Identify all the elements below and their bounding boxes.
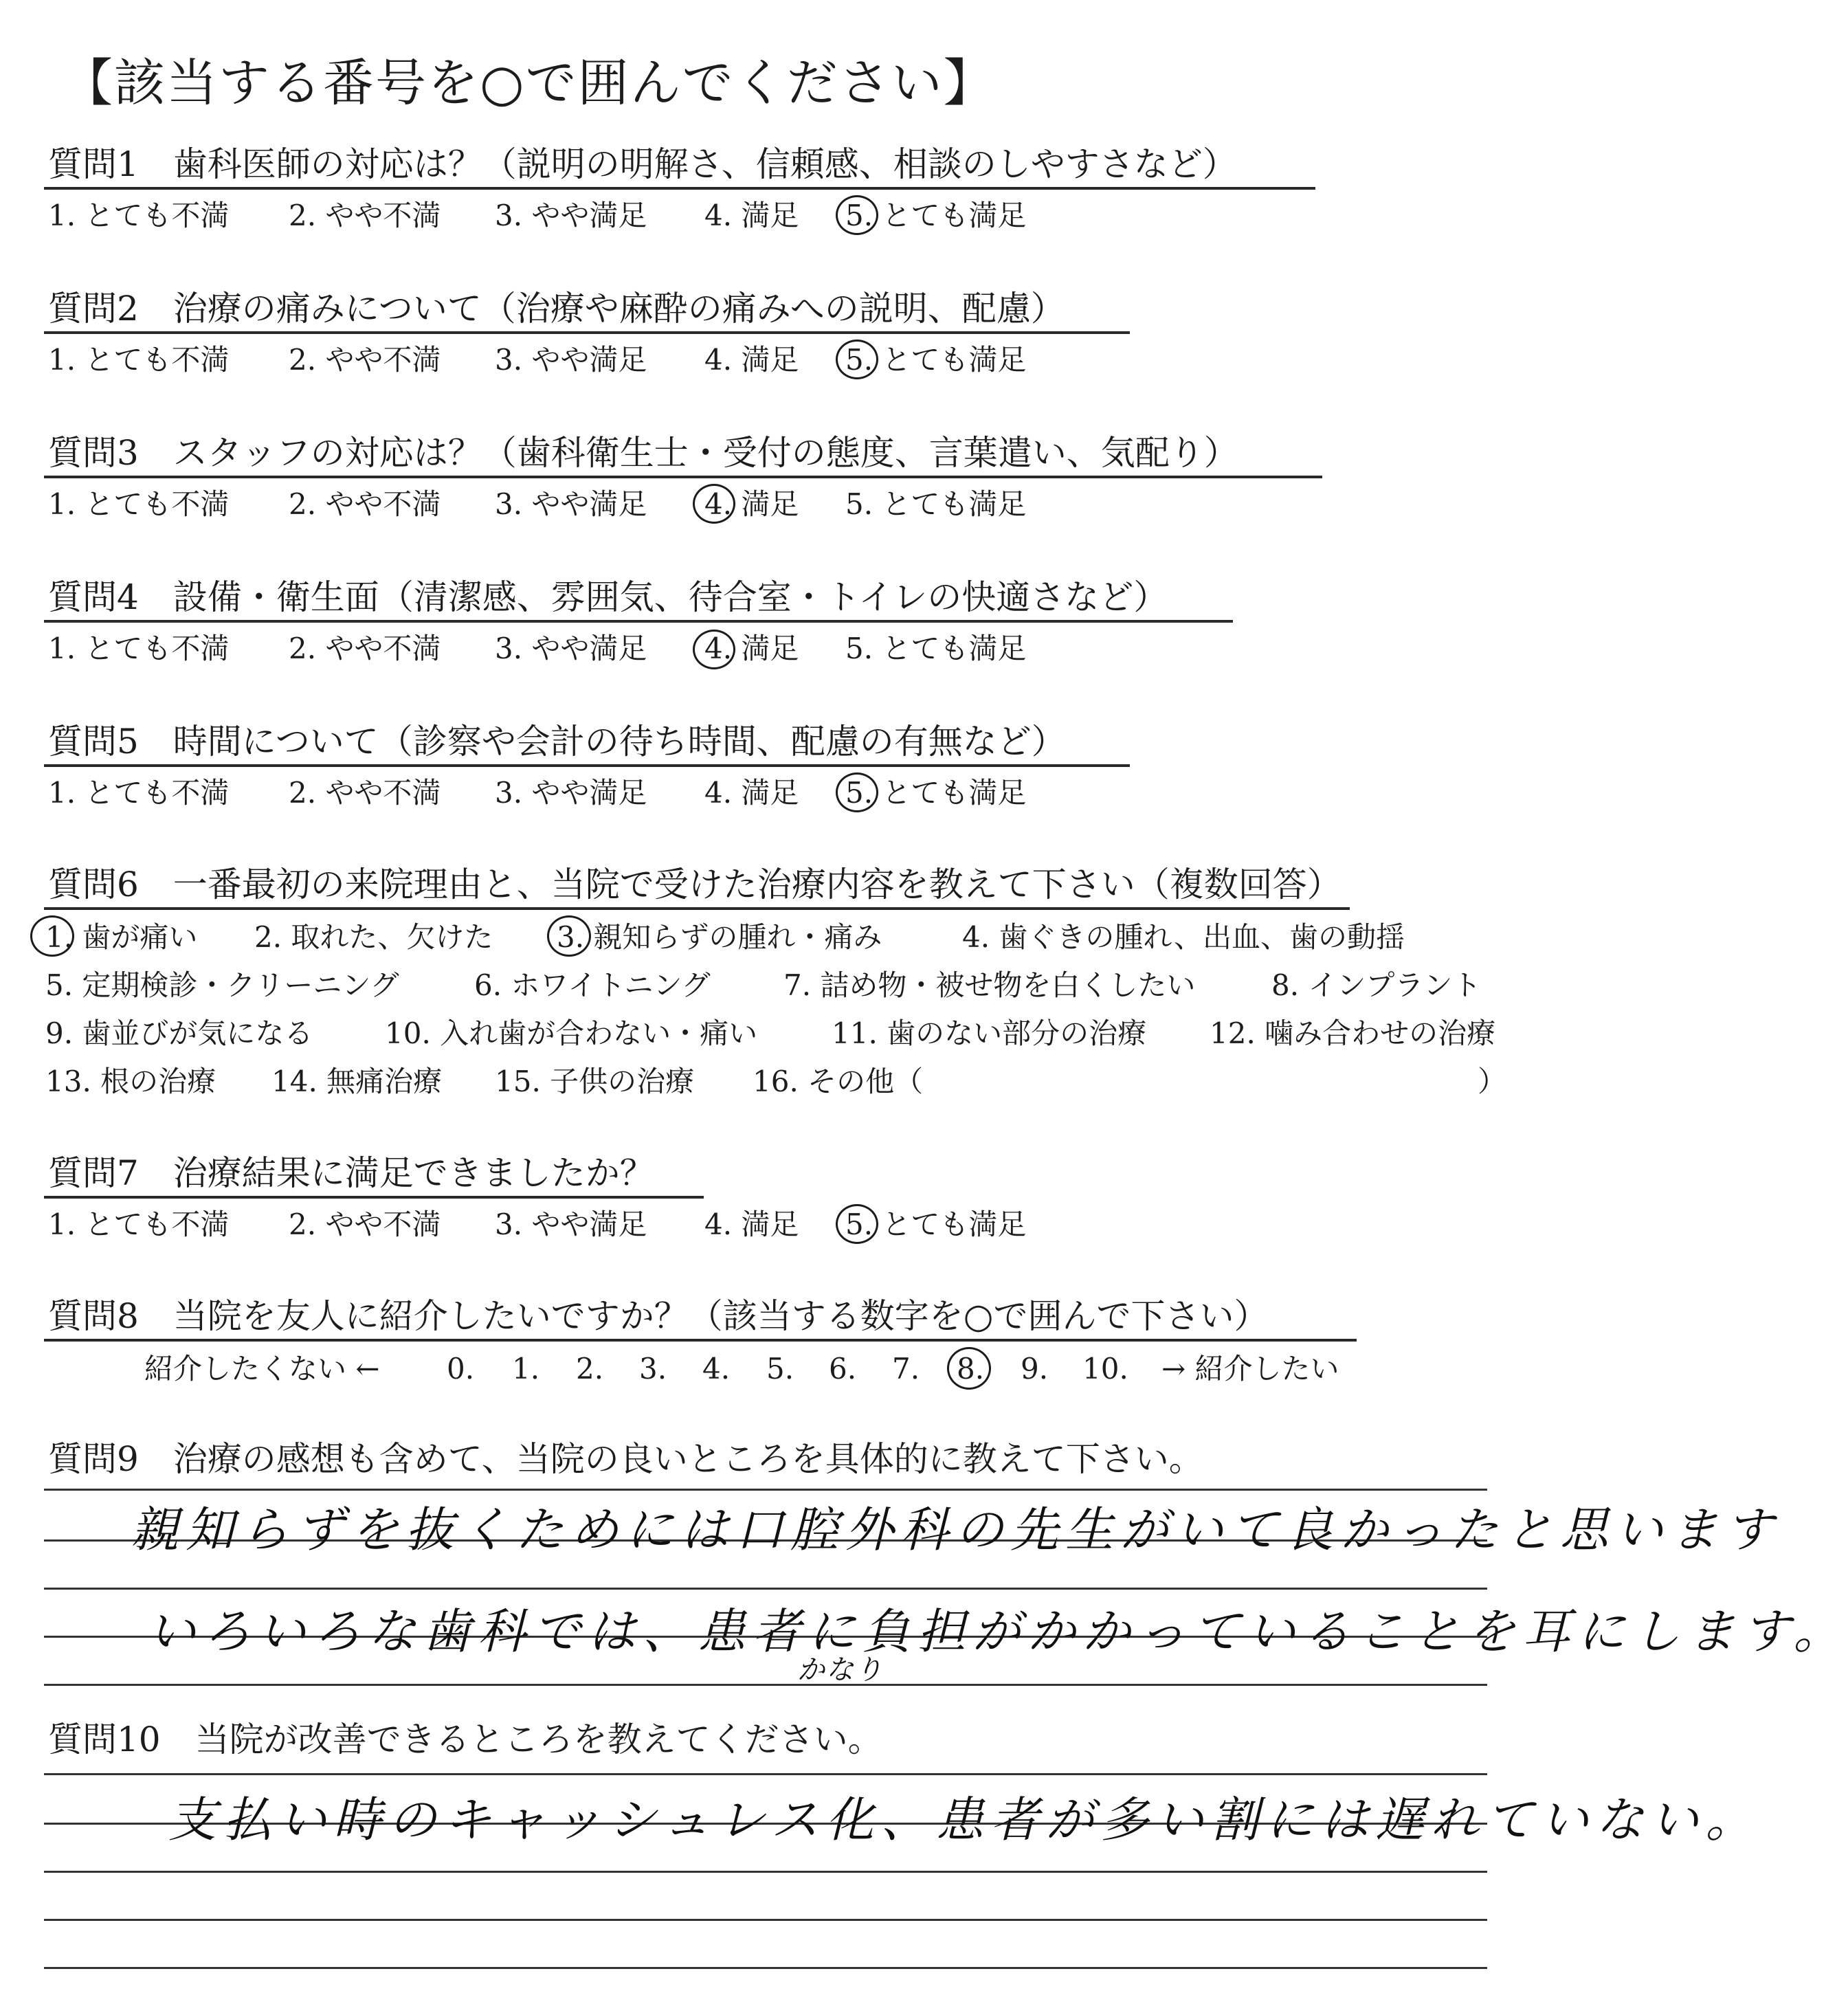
q7-option-5[interactable]: 5. とても満足 [845,1208,1027,1241]
q4-option-5[interactable]: 5. とても満足 [845,632,1027,665]
q8-right-label: → 紹介したい [1161,1352,1339,1386]
q3-underline [44,476,1322,478]
q2-title: 質問2 治療の痛みについて（治療や麻酔の痛みへの説明、配慮） [48,289,1065,329]
q8-scale-2[interactable]: 2. [576,1352,604,1386]
q1-title: 質問1 歯科医師の対応は？（説明の明解さ、信頼感、相談のしやすさなど） [48,144,1237,184]
q8-scale-8[interactable]: 8. [957,1352,985,1386]
form-header: 【該当する番号を○で囲んでください】 [62,54,996,113]
q10-answer-line-5 [44,1967,1487,1969]
q6-other-close-paren: ） [1478,1065,1507,1098]
q10-handwritten-answer-1: 支払い時のキャッシュレス化、患者が多い割には遅れていない。 [168,1792,1761,1848]
q10-answer-line-3 [44,1871,1487,1873]
q7-option-2[interactable]: 2. やや不満 [289,1208,441,1241]
q7-options [0,1205,1583,1247]
q2-selected-circle [836,340,878,379]
q4-option-4[interactable]: 4. 満足 [704,632,799,665]
q4-title: 質問4 設備・衛生面（清潔感、雰囲気、待合室・トイレの快適さなど） [48,577,1168,617]
q9-title: 質問9 治療の感想も含めて、当院の良いところを具体的に教えて下さい。 [48,1439,1203,1479]
q8-scale-9[interactable]: 9. [1021,1352,1049,1386]
q3-title: 質問3 スタッフの対応は？（歯科衛生士・受付の態度、言葉遣い、気配り） [48,433,1238,473]
q7-selected-circle [836,1204,878,1244]
q6-options-row-1 [0,918,1583,959]
q5-option-2[interactable]: 2. やや不満 [289,776,441,810]
q10-answer-line-1 [44,1773,1487,1775]
q8-scale [0,1350,1583,1391]
q3-options [0,485,1583,526]
q9-answer-line-5 [44,1684,1487,1686]
q1-options [0,197,1583,238]
q5-underline [44,764,1130,767]
q6-option-10[interactable]: 10. 入れ歯が合わない・痛い [385,1016,758,1050]
q6-option-4[interactable]: 4. 歯ぐきの腫れ、出血、歯の動揺 [962,920,1405,954]
q6-options-row-3 [0,1014,1583,1056]
q4-selected-circle [693,630,735,669]
q6-options-row-4 [0,1063,1583,1104]
q7-option-3[interactable]: 3. やや満足 [495,1208,647,1241]
q6-option-13[interactable]: 13. 根の治療 [45,1065,216,1098]
q3-option-5[interactable]: 5. とても満足 [845,487,1027,521]
q2-option-5[interactable]: 5. とても満足 [845,343,1027,377]
q8-scale-4[interactable]: 4. [702,1352,731,1386]
q10-title: 質問10 当院が改善できるところを教えてください。 [48,1720,882,1759]
q3-option-2[interactable]: 2. やや不満 [289,487,441,521]
q6-option-11[interactable]: 11. 歯のない部分の治療 [832,1016,1147,1050]
q9-answer-line-3 [44,1588,1487,1590]
q6-selected-circle-1 [30,915,74,957]
q7-underline [44,1196,704,1199]
q5-option-3[interactable]: 3. やや満足 [495,776,647,810]
q6-option-1[interactable]: 1. 歯が痛い [45,920,198,954]
q8-scale-10[interactable]: 10. [1082,1352,1128,1386]
q8-left-label: 紹介したくない ← [144,1352,380,1386]
q2-options [0,341,1583,382]
q2-option-2[interactable]: 2. やや不満 [289,343,441,377]
q8-scale-7[interactable]: 7. [892,1352,920,1386]
q6-option-15[interactable]: 15. 子供の治療 [495,1065,695,1098]
q8-title: 質問8 当院を友人に紹介したいですか？（該当する数字を○で囲んで下さい） [48,1296,1269,1336]
q7-option-1[interactable]: 1. とても不満 [48,1208,230,1241]
q9-handwritten-insert: かなり [797,1654,884,1686]
q8-scale-3[interactable]: 3. [639,1352,667,1386]
q2-option-1[interactable]: 1. とても不満 [48,343,230,377]
q6-option-6[interactable]: 6. ホワイトニング [474,968,711,1002]
q10-answer-line-4 [44,1919,1487,1921]
q4-option-2[interactable]: 2. やや不満 [289,632,441,665]
q8-selected-circle [947,1347,991,1390]
q1-option-1[interactable]: 1. とても不満 [48,199,230,232]
q7-option-4[interactable]: 4. 満足 [704,1208,799,1241]
q1-option-5[interactable]: 5. とても満足 [845,199,1027,232]
q8-scale-6[interactable]: 6. [829,1352,857,1386]
q3-option-4[interactable]: 4. 満足 [704,487,799,521]
q5-options [0,774,1583,815]
q3-selected-circle [693,484,735,524]
q6-option-14[interactable]: 14. 無痛治療 [271,1065,443,1098]
q8-scale-0[interactable]: 0. [447,1352,475,1386]
q6-options-row-2 [0,966,1583,1008]
q1-underline [44,187,1315,190]
q4-option-3[interactable]: 3. やや満足 [495,632,647,665]
q7-title: 質問7 治療結果に満足できましたか？ [48,1153,654,1193]
q5-option-4[interactable]: 4. 満足 [704,776,799,810]
q9-handwritten-answer-1: 親知らずを抜くためには口腔外科の先生がいて良かったと思います [131,1502,1780,1558]
q6-option-9[interactable]: 9. 歯並びが気になる [45,1016,313,1050]
q6-title: 質問6 一番最初の来院理由と、当院で受けた治療内容を教えて下さい（複数回答） [48,865,1342,904]
q6-option-12[interactable]: 12. 噛み合わせの治療 [1210,1016,1496,1050]
q4-options [0,630,1583,671]
q5-title: 質問5 時間について（診察や会計の待ち時間、配慮の有無など） [48,722,1066,761]
q5-selected-circle [836,772,878,812]
q6-option-7[interactable]: 7. 詰め物・被せ物を白くしたい [783,968,1196,1002]
q1-selected-circle [836,195,878,235]
q5-option-5[interactable]: 5. とても満足 [845,776,1027,810]
q1-option-2[interactable]: 2. やや不満 [289,199,441,232]
q1-option-4[interactable]: 4. 満足 [704,199,799,232]
q6-option-16[interactable]: 16. その他（ [753,1065,924,1098]
q9-answer-line-1 [44,1489,1487,1491]
q2-option-3[interactable]: 3. やや満足 [495,343,647,377]
q4-option-1[interactable]: 1. とても不満 [48,632,230,665]
q6-option-8[interactable]: 8. インプラント [1271,968,1482,1002]
q6-underline [44,907,1350,910]
q4-underline [44,620,1233,623]
q2-option-4[interactable]: 4. 満足 [704,343,799,377]
q9-handwritten-answer-2: いろいろな歯科では、患者に負担がかかっていることを耳にします。 [148,1603,1848,1660]
q6-option-2[interactable]: 2. 取れた、欠けた [254,920,493,954]
q6-selected-circle-3 [547,915,591,957]
q6-option-5[interactable]: 5. 定期検診・クリーニング [45,968,399,1002]
q3-option-1[interactable]: 1. とても不満 [48,487,230,521]
q6-option-3[interactable]: 3. 親知らずの腫れ・痛み [557,920,882,954]
q8-underline [44,1339,1357,1342]
q2-underline [44,331,1130,334]
q8-scale-1[interactable]: 1. [512,1352,540,1386]
q1-option-3[interactable]: 3. やや満足 [495,199,647,232]
q8-scale-5[interactable]: 5. [766,1352,794,1386]
q5-option-1[interactable]: 1. とても不満 [48,776,230,810]
q3-option-3[interactable]: 3. やや満足 [495,487,647,521]
